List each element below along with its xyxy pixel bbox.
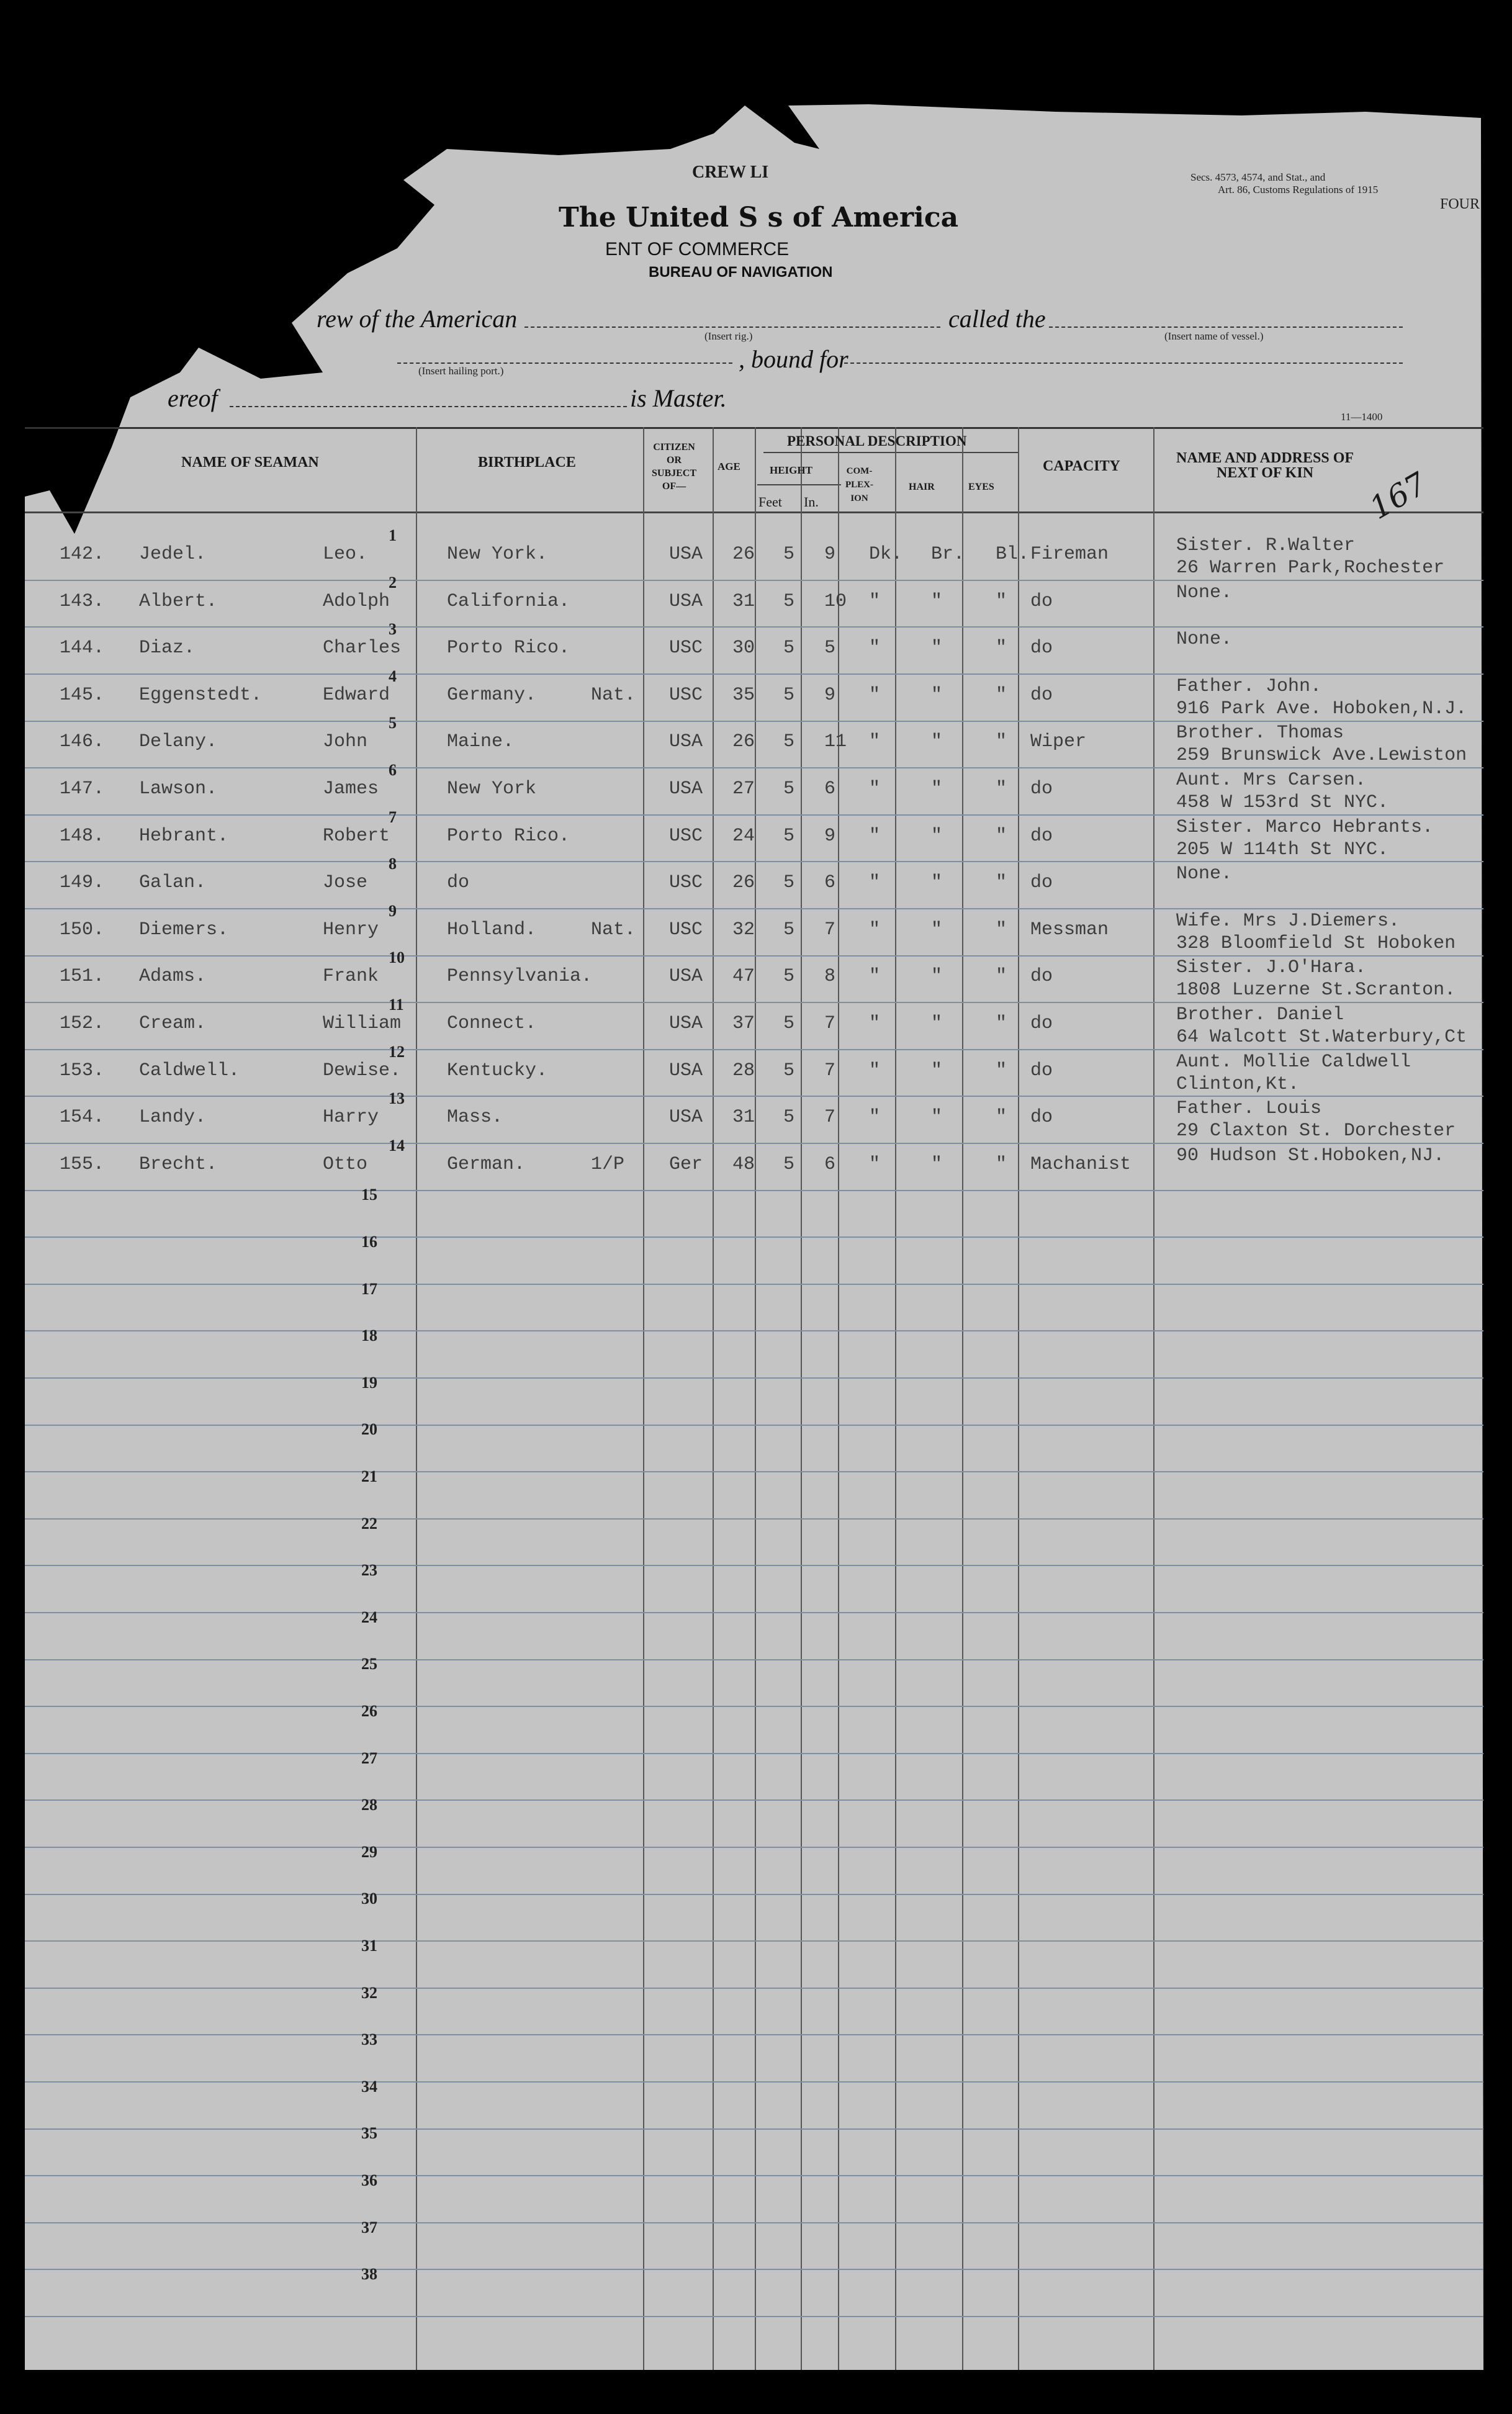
corner-text: FOUR <box>1440 196 1480 212</box>
eyes-cell: " <box>996 1060 1007 1081</box>
birthplace-cell: Holland. <box>447 919 537 940</box>
line-number: 34 <box>361 2078 377 2096</box>
hair-cell: " <box>931 1013 943 1034</box>
capacity-cell: do <box>1030 685 1053 706</box>
age-cell: 31 <box>732 591 755 612</box>
eyes-cell: " <box>996 731 1007 752</box>
seaman-ref: 150. <box>60 919 105 940</box>
feet-cell: 5 <box>783 966 795 987</box>
eyes-cell: " <box>996 966 1007 987</box>
eyes-cell: Bl. <box>996 544 1030 565</box>
line-number: 14 <box>389 1137 405 1155</box>
seaman-surname: Caldwell. <box>139 1060 240 1081</box>
header-citizen-line: OF— <box>662 481 686 492</box>
complexion-cell: " <box>869 685 881 706</box>
birthplace-cell: New York. <box>447 544 548 565</box>
whereof-label: ereof <box>168 384 218 412</box>
inches-cell: 9 <box>824 826 836 847</box>
bound-for-label: , bound for <box>739 345 848 373</box>
line-number: 30 <box>361 1889 377 1907</box>
capacity-cell: do <box>1030 1013 1053 1034</box>
eyes-cell: " <box>996 685 1007 706</box>
complexion-cell: " <box>869 826 881 847</box>
next-of-kin-line-2: Clinton,Kt. <box>1176 1074 1300 1095</box>
next-of-kin-line-1: Aunt. Mollie Caldwell <box>1176 1052 1411 1073</box>
line-number: 5 <box>389 714 397 732</box>
seaman-surname: Lawson. <box>139 778 218 799</box>
next-of-kin-line-1: Sister. R.Walter <box>1176 535 1356 556</box>
line-number: 17 <box>361 1280 377 1298</box>
age-cell: 26 <box>732 544 755 565</box>
capacity-cell: do <box>1030 1060 1053 1081</box>
seaman-given-name: Adolph <box>323 591 390 612</box>
form-number: 11—1400 <box>1341 411 1383 423</box>
age-cell: 31 <box>732 1107 755 1128</box>
header-personal-description: PERSONAL DESCRIPTION <box>787 433 967 449</box>
complexion-cell: " <box>869 731 881 752</box>
complexion-cell: " <box>869 919 881 940</box>
birthplace-cell: do <box>447 872 470 893</box>
seaman-surname: Galan. <box>139 872 207 893</box>
birthplace-cell: California. <box>447 591 570 612</box>
insert-port-note: (Insert hailing port.) <box>418 365 504 377</box>
feet-cell: 5 <box>783 1107 795 1128</box>
line-number: 16 <box>361 1233 377 1251</box>
feet-cell: 5 <box>783 591 795 612</box>
seaman-ref: 147. <box>60 778 105 799</box>
next-of-kin-line-1: Aunt. Mrs Carsen. <box>1176 770 1367 791</box>
regulations-reference: Art. 86, Customs Regulations of 1915 <box>1218 184 1379 196</box>
line-number: 24 <box>361 1608 377 1626</box>
seaman-ref: 149. <box>60 872 105 893</box>
line-number: 8 <box>389 855 397 873</box>
citizen-cell: USA <box>669 966 703 987</box>
hair-cell: " <box>931 966 943 987</box>
citizen-cell: USC <box>669 685 703 706</box>
line-number: 6 <box>389 761 397 779</box>
header-citizen-line: SUBJECT <box>652 468 697 479</box>
eyes-cell: " <box>996 778 1007 799</box>
feet-cell: 5 <box>783 731 795 752</box>
header-complexion-line: PLEX- <box>845 480 873 490</box>
seaman-given-name: Charles <box>323 637 402 659</box>
page-number: 167 <box>1363 466 1433 526</box>
seaman-surname: Cream. <box>139 1013 207 1034</box>
next-of-kin-line-2: 205 W 114th St NYC. <box>1176 839 1389 860</box>
seaman-ref: 152. <box>60 1013 105 1034</box>
seaman-given-name: Harry <box>323 1107 379 1128</box>
line-number: 22 <box>361 1515 377 1533</box>
inches-cell: 9 <box>824 685 836 706</box>
inches-cell: 7 <box>824 1060 836 1081</box>
citizen-cell: USC <box>669 919 703 940</box>
complexion-cell: " <box>869 591 881 612</box>
header-kin-line: NEXT OF KIN <box>1217 465 1314 481</box>
seaman-ref: 154. <box>60 1107 105 1128</box>
capacity-cell: Machanist <box>1030 1154 1132 1175</box>
feet-cell: 5 <box>783 637 795 659</box>
line-number: 23 <box>361 1561 377 1579</box>
naturalized-note: 1/P <box>591 1154 625 1175</box>
complexion-cell: " <box>869 778 881 799</box>
feet-cell: 5 <box>783 1060 795 1081</box>
line-number: 35 <box>361 2124 377 2142</box>
next-of-kin-line-1: Brother. Daniel <box>1176 1004 1344 1025</box>
age-cell: 32 <box>732 919 755 940</box>
hair-cell: " <box>931 826 943 847</box>
inches-cell: 7 <box>824 1107 836 1128</box>
line-number: 19 <box>361 1374 377 1392</box>
complexion-cell: " <box>869 1107 881 1128</box>
next-of-kin-line-1: Brother. Thomas <box>1176 723 1344 744</box>
line-number: 4 <box>389 667 397 685</box>
is-master-label: is Master. <box>630 384 727 412</box>
inches-cell: 9 <box>824 544 836 565</box>
seaman-given-name: Robert <box>323 826 390 847</box>
eyes-cell: " <box>996 1154 1007 1175</box>
line-number: 3 <box>389 620 397 638</box>
citizen-cell: USA <box>669 544 703 565</box>
department-title: ENT OF COMMERCE <box>605 239 790 259</box>
inches-cell: 8 <box>824 966 836 987</box>
next-of-kin-line-2: 458 W 153rd St NYC. <box>1176 792 1389 813</box>
port-line <box>397 363 732 364</box>
eyes-cell: " <box>996 1107 1007 1128</box>
header-inches: In. <box>804 494 819 510</box>
complexion-cell: " <box>869 1013 881 1034</box>
citizen-cell: USA <box>669 1107 703 1128</box>
seaman-given-name: Dewise. <box>323 1060 402 1081</box>
line-number: 36 <box>361 2171 377 2189</box>
complexion-cell: " <box>869 872 881 893</box>
seaman-surname: Albert. <box>139 591 218 612</box>
hair-cell: " <box>931 1154 943 1175</box>
age-cell: 26 <box>732 872 755 893</box>
header-age: AGE <box>718 461 740 472</box>
citizen-cell: USA <box>669 1060 703 1081</box>
seaman-surname: Delany. <box>139 731 218 752</box>
complexion-cell: " <box>869 966 881 987</box>
feet-cell: 5 <box>783 919 795 940</box>
hair-cell: " <box>931 1107 943 1128</box>
line-number: 20 <box>361 1420 377 1438</box>
seaman-given-name: Otto <box>323 1154 368 1175</box>
header-birthplace: BIRTHPLACE <box>478 454 576 471</box>
age-cell: 28 <box>732 1060 755 1081</box>
seaman-given-name: Henry <box>323 919 379 940</box>
next-of-kin-line-2: 26 Warren Park,Rochester <box>1176 557 1445 579</box>
birthplace-cell: Kentucky. <box>447 1060 548 1081</box>
line-number: 21 <box>361 1467 377 1485</box>
birthplace-cell: Mass. <box>447 1107 503 1128</box>
hair-cell: " <box>931 919 943 940</box>
line-number: 31 <box>361 1937 377 1955</box>
line-number: 18 <box>361 1326 377 1344</box>
seaman-given-name: Jose <box>323 872 368 893</box>
line-number: 25 <box>361 1655 377 1673</box>
citizen-cell: USA <box>669 731 703 752</box>
seaman-surname: Hebrant. <box>139 826 229 847</box>
seaman-ref: 145. <box>60 685 105 706</box>
complexion-cell: " <box>869 637 881 659</box>
seaman-ref: 155. <box>60 1154 105 1175</box>
capacity-cell: do <box>1030 966 1053 987</box>
birthplace-cell: Connect. <box>447 1013 537 1034</box>
hair-cell: " <box>931 872 943 893</box>
hair-cell: " <box>931 685 943 706</box>
capacity-cell: do <box>1030 778 1053 799</box>
inches-cell: 6 <box>824 872 836 893</box>
line-number: 38 <box>361 2265 377 2283</box>
seaman-surname: Landy. <box>139 1107 207 1128</box>
seaman-ref: 151. <box>60 966 105 987</box>
citizen-cell: Ger <box>669 1154 703 1175</box>
inches-cell: 5 <box>824 637 836 659</box>
crew-list-title: CREW LI <box>692 163 769 182</box>
seaman-surname: Diemers. <box>139 919 229 940</box>
naturalized-note: Nat. <box>591 919 636 940</box>
birthplace-cell: Pennsylvania. <box>447 966 593 987</box>
seaman-given-name: Edward <box>323 685 390 706</box>
next-of-kin-line-1: None. <box>1176 582 1233 603</box>
inches-cell: 6 <box>824 778 836 799</box>
birthplace-cell: Maine. <box>447 731 515 752</box>
citizen-cell: USC <box>669 826 703 847</box>
eyes-cell: " <box>996 1013 1007 1034</box>
naturalized-note: Nat. <box>591 685 636 706</box>
hair-cell: " <box>931 778 943 799</box>
citizen-cell: USC <box>669 872 703 893</box>
next-of-kin-line-2: 29 Claxton St. Dorchester <box>1176 1120 1456 1142</box>
seaman-given-name: James <box>323 778 379 799</box>
citizen-cell: USA <box>669 591 703 612</box>
feet-cell: 5 <box>783 1154 795 1175</box>
statutes-reference: Secs. 4573, 4574, and Stat., and <box>1190 171 1326 183</box>
header-height: HEIGHT <box>770 464 812 476</box>
header-eyes: EYES <box>968 482 994 492</box>
birthplace-cell: Germany. <box>447 685 537 706</box>
line-number: 7 <box>389 808 397 826</box>
next-of-kin-line-1: None. <box>1176 863 1233 885</box>
eyes-cell: " <box>996 872 1007 893</box>
capacity-cell: do <box>1030 872 1053 893</box>
line-number: 2 <box>389 574 397 592</box>
line-number: 13 <box>389 1089 405 1107</box>
capacity-cell: do <box>1030 637 1053 659</box>
insert-rig-note: (Insert rig.) <box>704 330 753 342</box>
seaman-given-name: John <box>323 731 368 752</box>
feet-cell: 5 <box>783 685 795 706</box>
hair-cell: " <box>931 1060 943 1081</box>
eyes-cell: " <box>996 637 1007 659</box>
destination-line <box>844 363 1403 364</box>
inches-cell: 10 <box>824 591 847 612</box>
citizen-cell: USA <box>669 778 703 799</box>
rig-line <box>524 327 940 328</box>
seaman-surname: Eggenstedt. <box>139 685 263 706</box>
eyes-cell: " <box>996 826 1007 847</box>
age-cell: 24 <box>732 826 755 847</box>
line-number: 33 <box>361 2030 377 2048</box>
seaman-ref: 142. <box>60 544 105 565</box>
capacity-cell: do <box>1030 591 1053 612</box>
line-number: 11 <box>389 996 404 1014</box>
citizen-cell: USA <box>669 1013 703 1034</box>
next-of-kin-line-2: 1808 Luzerne St.Scranton. <box>1176 980 1456 1001</box>
seaman-ref: 146. <box>60 731 105 752</box>
next-of-kin-line-1: None. <box>1176 629 1233 650</box>
inches-cell: 7 <box>824 1013 836 1034</box>
feet-cell: 5 <box>783 872 795 893</box>
header-complexion-line: ION <box>850 493 868 503</box>
header-complexion-line: COM- <box>846 466 873 476</box>
line-number: 1 <box>389 526 397 544</box>
header-complexion <box>845 464 873 505</box>
age-cell: 35 <box>732 685 755 706</box>
age-cell: 27 <box>732 778 755 799</box>
seaman-ref: 153. <box>60 1060 105 1081</box>
capacity-cell: Messman <box>1030 919 1109 940</box>
seaman-ref: 144. <box>60 637 105 659</box>
citizen-cell: USC <box>669 637 703 659</box>
insert-vessel-note: (Insert name of vessel.) <box>1164 330 1264 342</box>
age-cell: 26 <box>732 731 755 752</box>
line-number: 29 <box>361 1843 377 1861</box>
birthplace-cell: Porto Rico. <box>447 826 570 847</box>
inches-cell: 6 <box>824 1154 836 1175</box>
crew-line-label: rew of the American <box>317 305 518 333</box>
feet-cell: 5 <box>783 778 795 799</box>
vessel-line <box>1049 327 1403 328</box>
next-of-kin-line-1: Sister. Marco Hebrants. <box>1176 817 1434 838</box>
capacity-cell: do <box>1030 826 1053 847</box>
seaman-given-name: Frank <box>323 966 379 987</box>
seaman-ref: 143. <box>60 591 105 612</box>
feet-cell: 5 <box>783 544 795 565</box>
hair-cell: Br. <box>931 544 965 565</box>
hair-cell: " <box>931 731 943 752</box>
seaman-given-name: Leo. <box>323 544 368 565</box>
header-citizen <box>652 441 696 493</box>
header-capacity: CAPACITY <box>1043 458 1120 474</box>
line-number: 26 <box>361 1702 377 1720</box>
next-of-kin-line-2: 916 Park Ave. Hoboken,N.J. <box>1176 698 1467 719</box>
line-number: 28 <box>361 1796 377 1814</box>
next-of-kin-line-1: Father. Louis <box>1176 1098 1322 1119</box>
birthplace-cell: German. <box>447 1154 526 1175</box>
header-kin-line: NAME AND ADDRESS OF <box>1176 450 1354 466</box>
header-name: NAME OF SEAMAN <box>181 454 319 471</box>
seaman-surname: Brecht. <box>139 1154 218 1175</box>
birthplace-cell: New York <box>447 778 537 799</box>
header-citizen-line: OR <box>667 455 682 466</box>
feet-cell: 5 <box>783 1013 795 1034</box>
seaman-surname: Adams. <box>139 966 207 987</box>
birthplace-cell: Porto Rico. <box>447 637 570 659</box>
age-cell: 37 <box>732 1013 755 1034</box>
capacity-cell: do <box>1030 1107 1053 1128</box>
header-feet: Feet <box>758 494 782 510</box>
line-number: 37 <box>361 2218 377 2236</box>
master-line <box>230 406 627 407</box>
age-cell: 30 <box>732 637 755 659</box>
line-number: 10 <box>389 948 405 966</box>
next-of-kin-line-1: Father. John. <box>1176 676 1322 697</box>
bureau-title: BUREAU OF NAVIGATION <box>649 264 833 281</box>
next-of-kin-line-2: 64 Walcott St.Waterbury,Ct <box>1176 1027 1467 1048</box>
called-the-label: called the <box>948 305 1046 333</box>
seaman-surname: Jedel. <box>139 544 207 565</box>
line-number: 27 <box>361 1749 377 1767</box>
seaman-surname: Diaz. <box>139 637 196 659</box>
capacity-cell: Fireman <box>1030 544 1109 565</box>
next-of-kin-line-1: Sister. J.O'Hara. <box>1176 957 1367 978</box>
complexion-cell: " <box>869 1154 881 1175</box>
age-cell: 47 <box>732 966 755 987</box>
line-number: 15 <box>361 1186 377 1204</box>
complexion-cell: Dk. <box>869 544 903 565</box>
capacity-cell: Wiper <box>1030 731 1087 752</box>
next-of-kin-line-1: 90 Hudson St.Hoboken,NJ. <box>1176 1145 1445 1166</box>
feet-cell: 5 <box>783 826 795 847</box>
seaman-given-name: William <box>323 1013 402 1034</box>
header-citizen-line: CITIZEN <box>653 442 695 453</box>
hair-cell: " <box>931 591 943 612</box>
banner-title: The United S s of America <box>559 202 959 233</box>
next-of-kin-line-1: Wife. Mrs J.Diemers. <box>1176 911 1400 932</box>
eyes-cell: " <box>996 919 1007 940</box>
seaman-ref: 148. <box>60 826 105 847</box>
next-of-kin-line-2: 328 Bloomfield St Hoboken <box>1176 933 1456 954</box>
line-number: 12 <box>389 1043 405 1061</box>
next-of-kin-line-2: 259 Brunswick Ave.Lewiston <box>1176 745 1467 766</box>
line-number: 9 <box>389 902 397 920</box>
inches-cell: 7 <box>824 919 836 940</box>
header-next-of-kin <box>1176 451 1354 480</box>
line-number: 32 <box>361 1984 377 2002</box>
age-cell: 48 <box>732 1154 755 1175</box>
complexion-cell: " <box>869 1060 881 1081</box>
inches-cell: 11 <box>824 731 847 752</box>
header-hair: HAIR <box>909 482 935 492</box>
eyes-cell: " <box>996 591 1007 612</box>
hair-cell: " <box>931 637 943 659</box>
